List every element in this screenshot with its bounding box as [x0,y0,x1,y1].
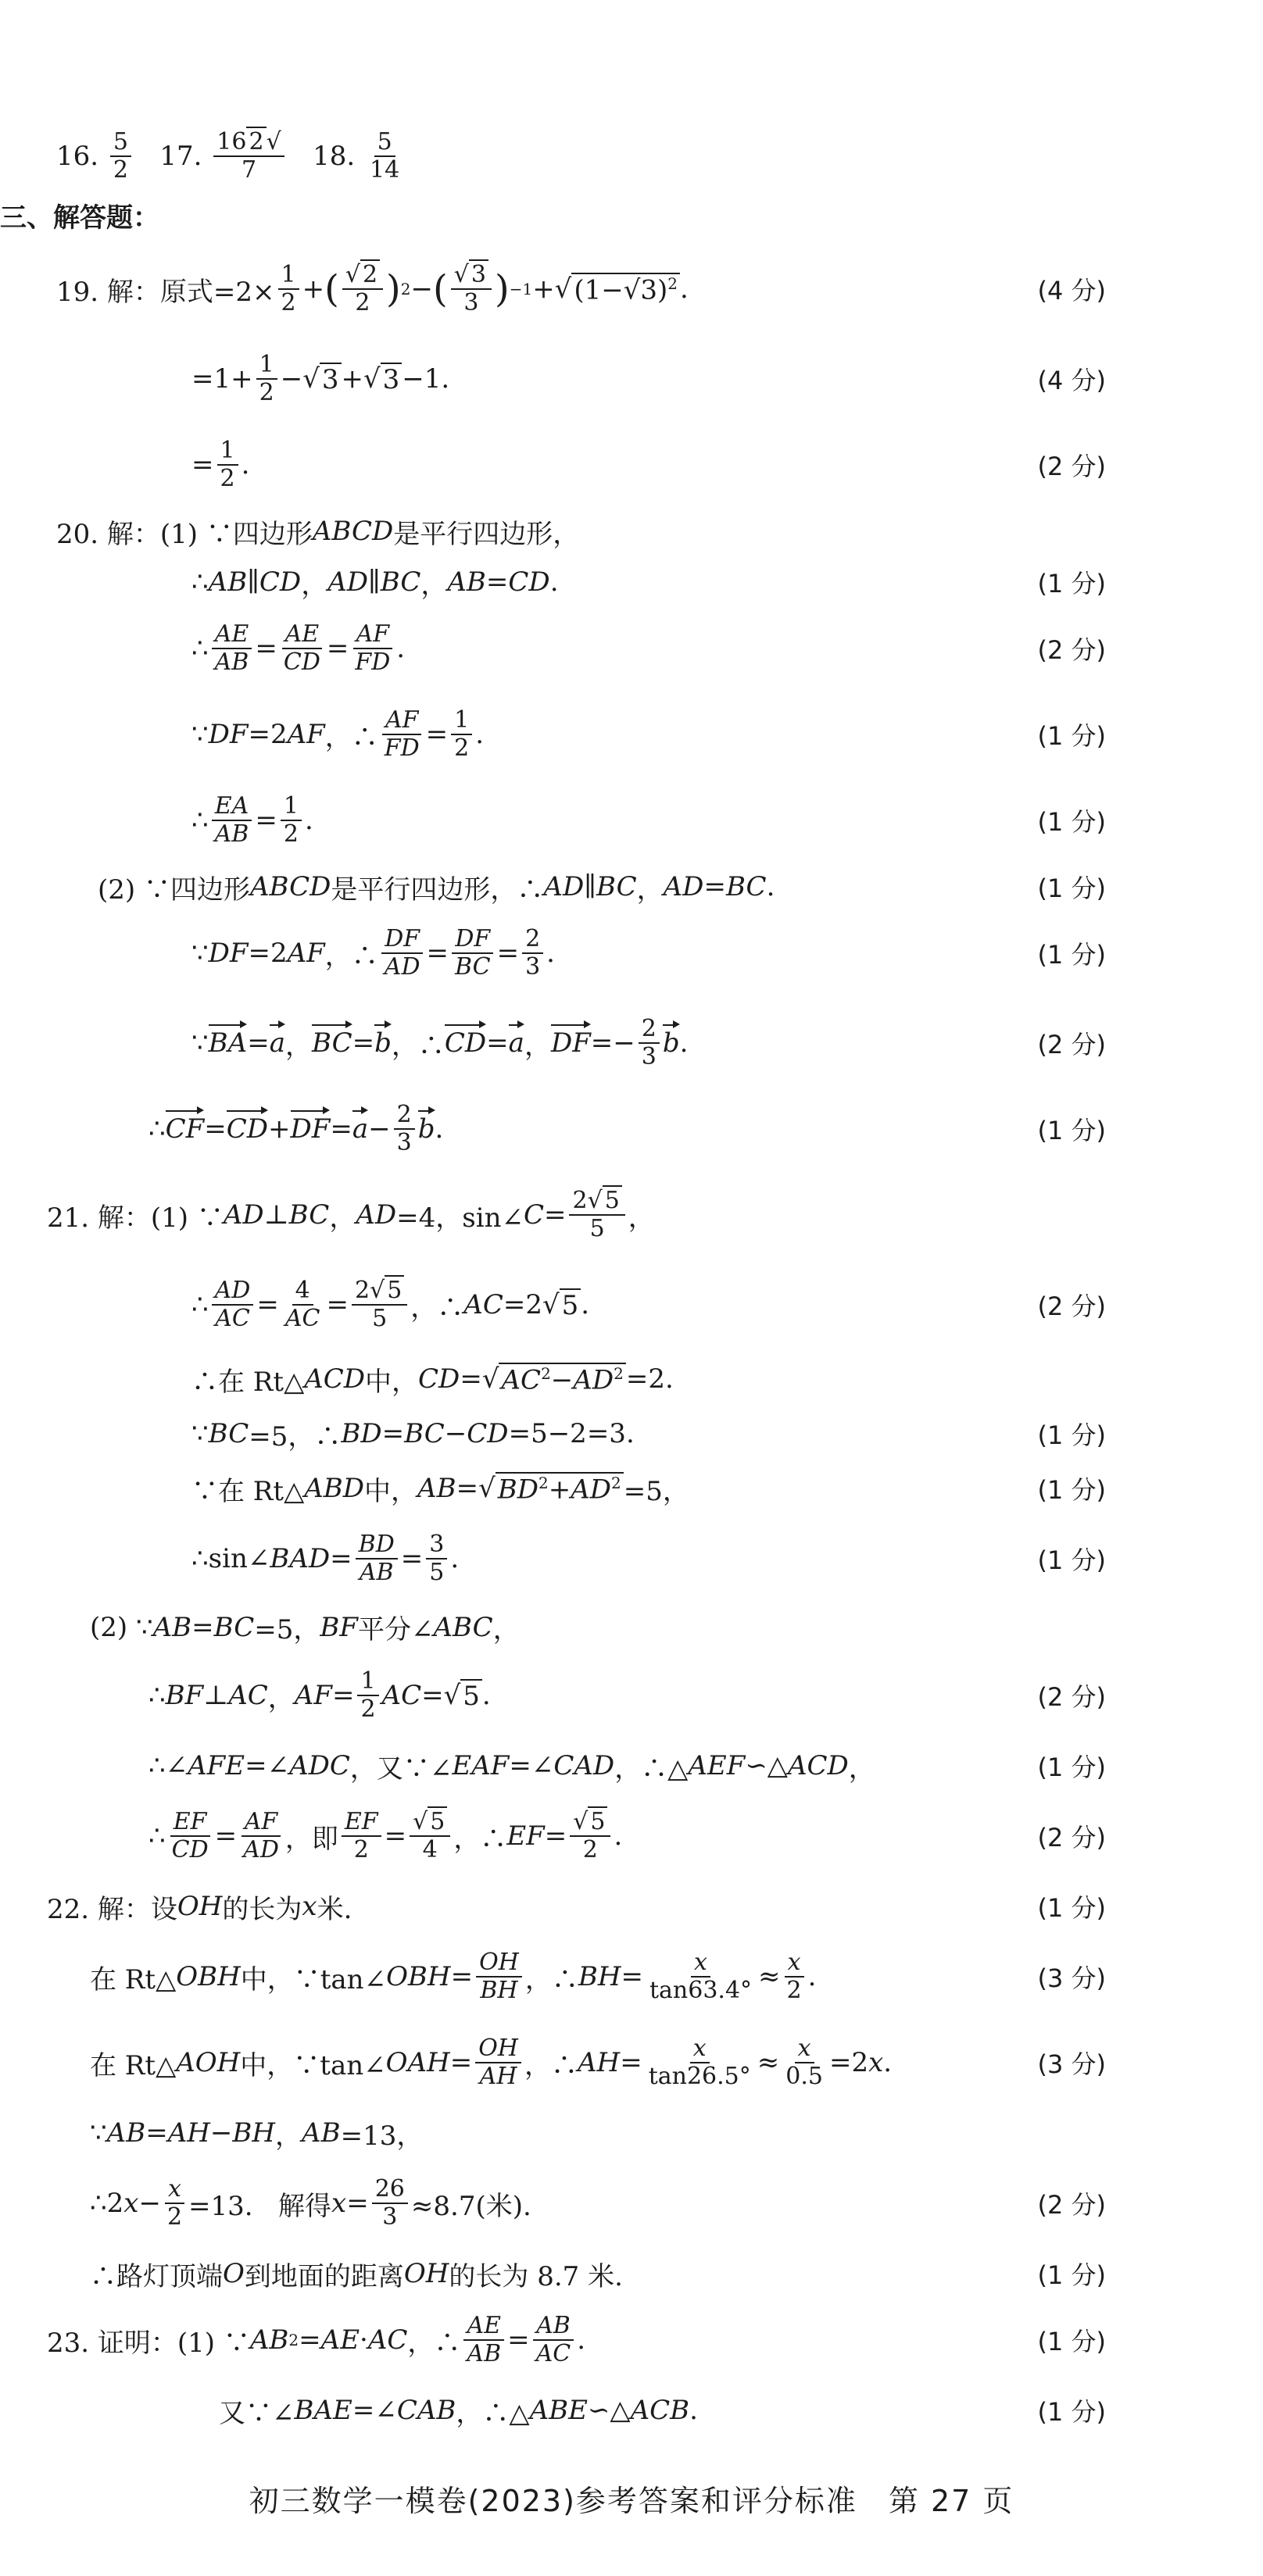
score-22-5: (2 分) [1037,2190,1106,2220]
solution-20-line-5: ∴ $\frac{EA}{AB}$ = $\frac{1}{2}$ . (1 分) [191,791,1106,848]
solution-22-line-6: ∴路灯顶端 O 到地面的距离 OH 的长为 8.7 米. (1 分) [0,2250,1263,2297]
score-20-4: (1 分) [1037,721,1106,751]
solution-21-line-9: ∴∠ AFE =∠ ADC ，又∵∠ EAF =∠ CAD ，∴△ AEF ∽△ ACD ， (1 分) [0,1742,1263,1789]
solution-21-line-8: ∴ BF ⊥ AC ， AF = $\frac{1}{2}$ AC =√ 5 . (2 分) [148,1667,1106,1723]
solution-23-line-2: 又∵∠ BAE =∠ CAB ，∴△ ABE ∽△ ACB . (1 分) [0,2387,1263,2434]
solution-22-line-1: 22. 解：设 OH 的长为 x 米. (1 分) [0,1883,1263,1930]
score-19-3: (2 分) [1037,452,1106,481]
section-header: 三、解答题： [0,202,159,234]
score-20-6: (1 分) [1037,874,1106,903]
score-21-2: (2 分) [1037,1292,1106,1321]
solution-20-line-6: (2) ∵四边形 ABCD 是平行四边形，∴ AD ∥ BC ， AD = BC . (1 分) [0,867,1263,906]
solution-20-line-3: ∴ $\frac{AE}{AB}$ = $\frac{AE}{CD}$ = $\frac{AF}{FD}$ . (2 分) [191,620,1106,676]
score-21-9: (1 分) [1037,1752,1106,1782]
solution-20-line-7: ∵ DF =2 AF ，∴ $\frac{DF}{AD}$ = $\frac{DF}{BC}$ = $\frac{2}{3}$ . (1 分) [191,924,1106,981]
solution-19-line-1: 19. 解：原式=2× $\frac{1}{2}$ + ( $\frac{√ 2}{2}$ ) 2 − ( $\frac{√ 3}{3}$ ) −1 +√ $(1-√3)^2$ . (4 分) [56,260,1106,316]
solution-21-line-7: (2) ∵ AB = BC =5， BF 平分∠ ABC ， [90,1611,520,1645]
score-22-1: (1 分) [1037,1893,1106,1923]
score-20-7: (1 分) [1037,940,1106,970]
score-21-8: (2 分) [1037,1682,1106,1712]
solution-21-line-6: ∴sin∠ BAD = $\frac{BD}{AB}$ = $\frac{3}{5}$ . (1 分) [191,1530,1106,1586]
score-19-2: (4 分) [1037,366,1106,395]
score-22-2: (3 分) [1037,1963,1106,1993]
solution-21-line-3: ∴在 Rt△ ACD 中， CD =√ $AC^2-AD^2$ =2. [191,1363,674,1398]
solution-22-line-4: ∵ AB = AH − BH ， AB =13， [90,2117,424,2152]
page-footer: 初三数学一模卷(2023)参考答案和评分标准 第 27 页 [249,2484,1014,2518]
solution-23-line-1: 23. 证明：(1) ∵ AB 2 = AE · AC ，∴ $\frac{AE}{AB}$ = $\frac{AB}{AC}$ . (1 分) [47,2311,1106,2367]
score-20-3: (2 分) [1037,635,1106,665]
solution-20-line-4: ∵ DF =2 AF ，∴ $\frac{AF}{FD}$ = $\frac{1}{2}$ . (1 分) [191,706,1106,762]
score-21-10: (2 分) [1037,1823,1106,1853]
solution-21-line-5: ∵在 Rt△ ABD 中， AB =√ $BD^2+AD^2$ =5， (1 分) [0,1465,1263,1512]
solution-20-line-2: ∴ AB ∥ CD ， AD ∥ BC ， AB = CD . (1 分) [0,563,1263,602]
solution-19-line-2: =1+ $\frac{1}{2}$ −√ 3 +√ 3 −1. (4 分) [191,350,1106,406]
solution-19-line-3: = $\frac{1}{2}$ . (2 分) [191,436,1106,492]
solution-22-line-3: 在 Rt△ AOH 中，∵tan∠ OAH = $\frac{OH}{AH}$ ，∴ AH = $\frac{x}{\tan 26.5^\circ}$ ≈ $\frac{x}{0.5}$ =2 x . (3 分) [90,2034,1106,2090]
solution-22-line-5: ∴2 x − $\frac{x}{2}$ =13. 解得 x = $\frac{26}{3}$ ≈8.7(米). (2 分) [90,2174,1106,2231]
score-20-8: (2 分) [1037,1030,1106,1059]
answer-line-16-18: 16. $\frac{5}{2}$ 17. $\frac{16 2 √}{7}$ 18. $\frac{5}{14}$ [56,127,400,184]
score-20-2: (1 分) [1037,569,1106,598]
solution-21-line-4: ∵ BC =5，∴ BD = BC − CD =5−2=3. (1 分) [0,1410,1263,1457]
score-22-3: (3 分) [1037,2049,1106,2079]
solution-21-line-2: ∴ $\frac{AD}{AC}$ = $\frac{4}{AC}$ = $\frac{2√ 5}{5}$ ，∴ AC =2√ 5 . (2 分) [191,1276,1106,1332]
solution-22-line-2: 在 Rt△ OBH 中，∵tan∠ OBH = $\frac{OH}{BH}$ ，∴ BH = $\frac{x}{\tan 63.4^\circ}$ ≈ $\frac{x}{2}$ . (3 分) [90,1948,1106,2004]
score-20-9: (1 分) [1037,1116,1106,1145]
solution-21-line-1: 21. 解：(1) ∵ AD ⊥ BC ， AD =4，sin∠ C = $\frac{2√ 5}{5}$ ， [47,1186,655,1242]
score-19-1: (4 分) [1037,276,1106,305]
solution-21-line-10: ∴ $\frac{EF}{CD}$ = $\frac{AF}{AD}$ ，即 $\frac{EF}{2}$ = $\frac{√ 5}{4}$ ，∴ EF = $\frac{√ 5}{2}$ . (2 分) [148,1807,1106,1863]
score-23-1: (1 分) [1037,2327,1106,2356]
score-21-6: (1 分) [1037,1545,1106,1575]
score-22-6: (1 分) [1037,2260,1106,2290]
solution-20-line-8: ∵ BA = a ， BC = b ，∴ CD = a ， DF =− $\frac{2}{3}$ b . (2 分) [191,1014,1106,1070]
solution-20-line-9: ∴ CF = CD + DF = a − $\frac{2}{3}$ b . (1 分) [148,1100,1106,1156]
score-23-2: (1 分) [1037,2397,1106,2427]
score-21-5: (1 分) [1037,1475,1106,1505]
score-21-4: (1 分) [1037,1420,1106,1450]
score-20-5: (1 分) [1037,807,1106,837]
solution-20-line-1: 20. 解：(1) ∵四边形 ABCD 是平行四边形， [56,516,580,550]
